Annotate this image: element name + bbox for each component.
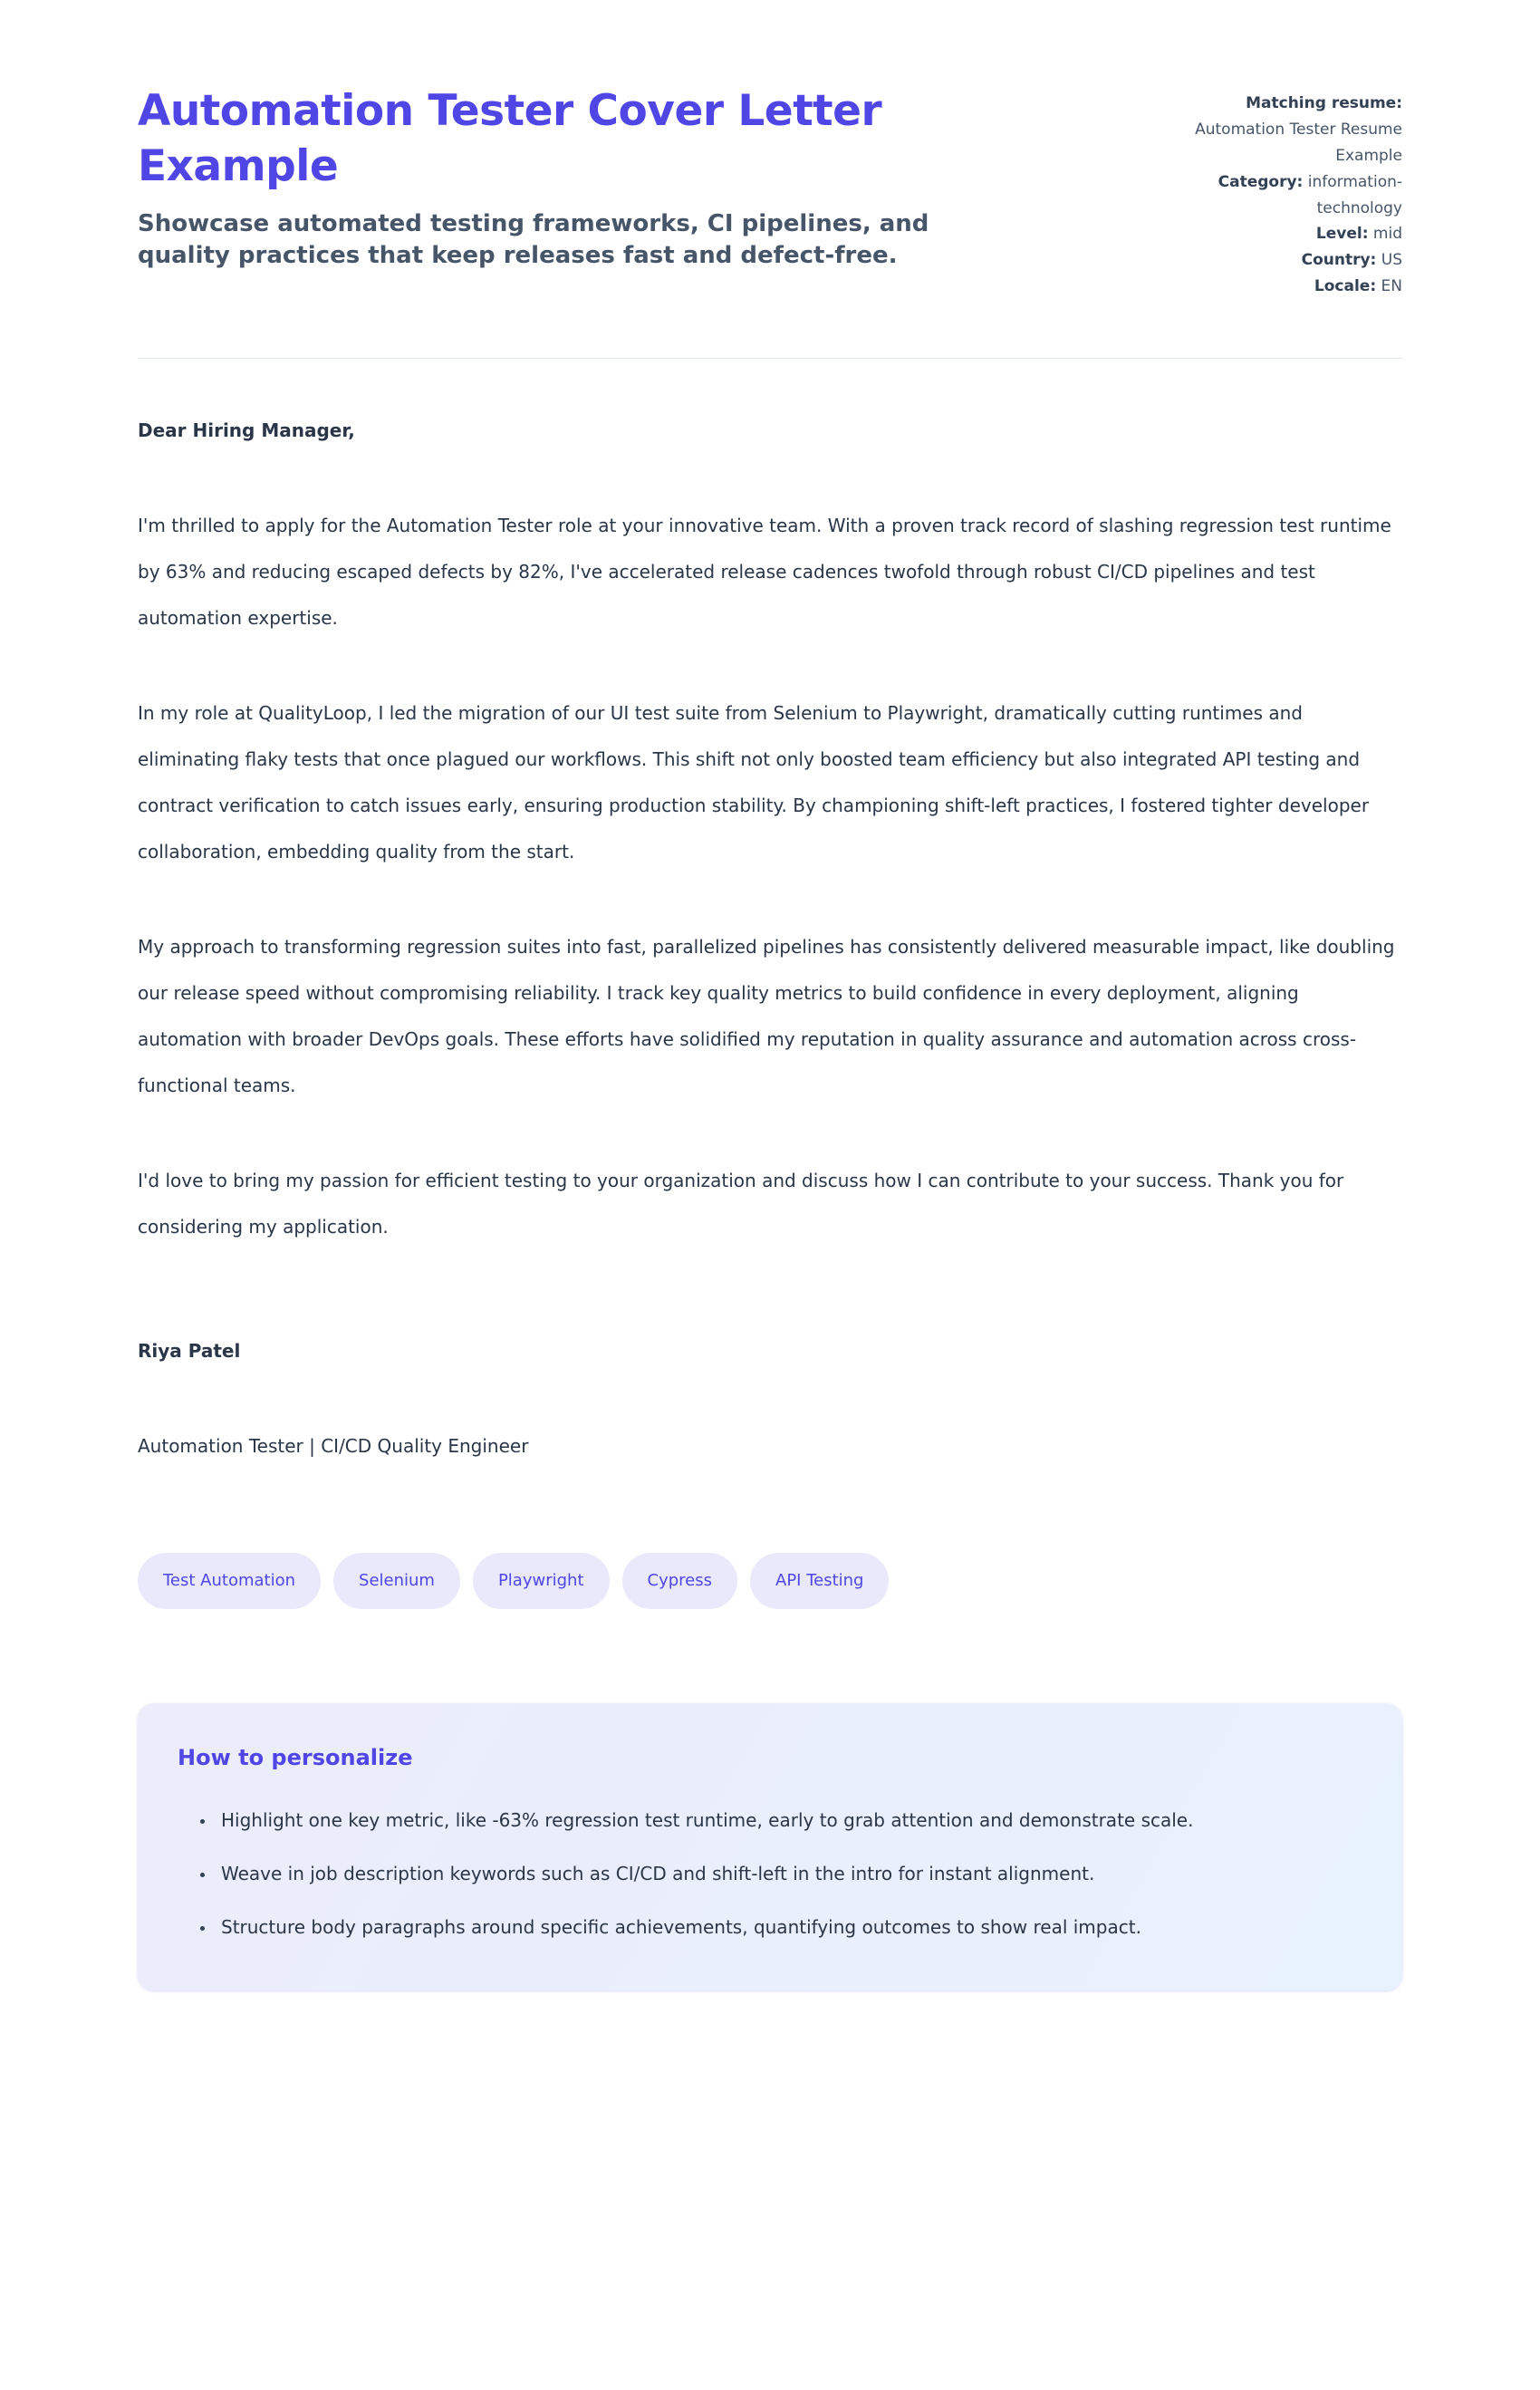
meta-country (1189, 247, 1402, 274)
signature-block (138, 1328, 1402, 1470)
personalize-heading: How to personalize (178, 1745, 413, 1771)
letter-paragraph: I'm thrilled to apply for the Automation Tester role at your innovative team. With a proven track record of slashing regression test runtime by 63% and reducing escaped defects by 82%, I've accelerated release cadences twofold through robust CI/CD pipelines and test automation expertise. (138, 515, 1391, 630)
meta-label: Level: (1315, 225, 1369, 244)
tag-test-automation[interactable]: Test Automation (138, 1553, 321, 1609)
meta-value: US (1381, 251, 1402, 270)
meta-label: Category: (1218, 172, 1304, 191)
letter-paragraph: In my role at QualityLoop, I led the migration of our UI test suite from Selenium to Playwright, dramatically cutting runtimes and eliminating flaky tests that once plagued our workflows. This shift not only boosted team efficiency but also integrated API testing and contract verification to catch issues early, ensuring production stability. By championing shift-left practices, I fostered tighter developer collaboration, embedding quality from the start. (138, 702, 1370, 863)
personalize-tip: • Structure body paragraphs around specific achievements, quantifying outcomes to show real impact. (216, 1904, 1357, 1951)
tag-playwright[interactable]: Playwright (473, 1553, 610, 1609)
resume-metadata (1189, 83, 1402, 300)
signature-title: Automation Tester | CI/CD Quality Engineer (138, 1435, 529, 1458)
tag-selenium[interactable]: Selenium (333, 1553, 460, 1609)
meta-label: Matching resume: (1246, 94, 1402, 112)
page-header (138, 83, 1402, 300)
tag-cypress[interactable]: Cypress (622, 1553, 737, 1609)
tag-api-testing[interactable]: API Testing (750, 1553, 889, 1609)
meta-matching-resume (1189, 91, 1402, 169)
page-subtitle: Showcase automated testing frameworks, CI pipelines, and quality practices that keep releases fast and defect-free. (138, 210, 929, 269)
meta-level (1189, 221, 1402, 247)
cover-letter-body (138, 408, 1402, 1470)
meta-value: EN (1381, 277, 1402, 296)
meta-category (1189, 169, 1402, 222)
letter-greeting: Dear Hiring Manager, (138, 419, 355, 442)
meta-locale (1189, 274, 1402, 300)
how-to-personalize-card (138, 1703, 1402, 1990)
letter-paragraph: My approach to transforming regression suites into fast, parallelized pipelines has consistently delivered measurable impact, like doubling our release speed without compromising reliability. I track key quality metrics to build confidence in every deployment, aligning automation with broader DevOps goals. These efforts have solidified my reputation in quality assurance and automation across cross-functional teams. (138, 936, 1395, 1097)
header-title-block (138, 83, 1007, 271)
page-title: Automation Tester Cover Letter Example (138, 86, 882, 192)
personalize-tip: • Weave in job description keywords such as CI/CD and shift-left in the intro for instant alignment. (216, 1851, 1357, 1897)
skill-tag-list (138, 1553, 1402, 1609)
personalize-tips-list (178, 1797, 1357, 1951)
meta-label: Country: (1301, 251, 1377, 270)
meta-label: Locale: (1314, 277, 1377, 296)
meta-value: information-technology (1307, 172, 1402, 217)
letter-paragraph: I'd love to bring my passion for efficient testing to your organization and discuss how I can contribute to your success. Thank you for considering my application. (138, 1170, 1344, 1238)
signature-name: Riya Patel (138, 1340, 241, 1363)
meta-value: mid (1372, 225, 1402, 244)
personalize-tip: • Highlight one key metric, like -63% regression test runtime, early to grab attention and demonstrate scale. (216, 1797, 1357, 1844)
meta-value: Automation Tester Resume Example (1195, 120, 1402, 165)
header-divider (138, 358, 1402, 359)
